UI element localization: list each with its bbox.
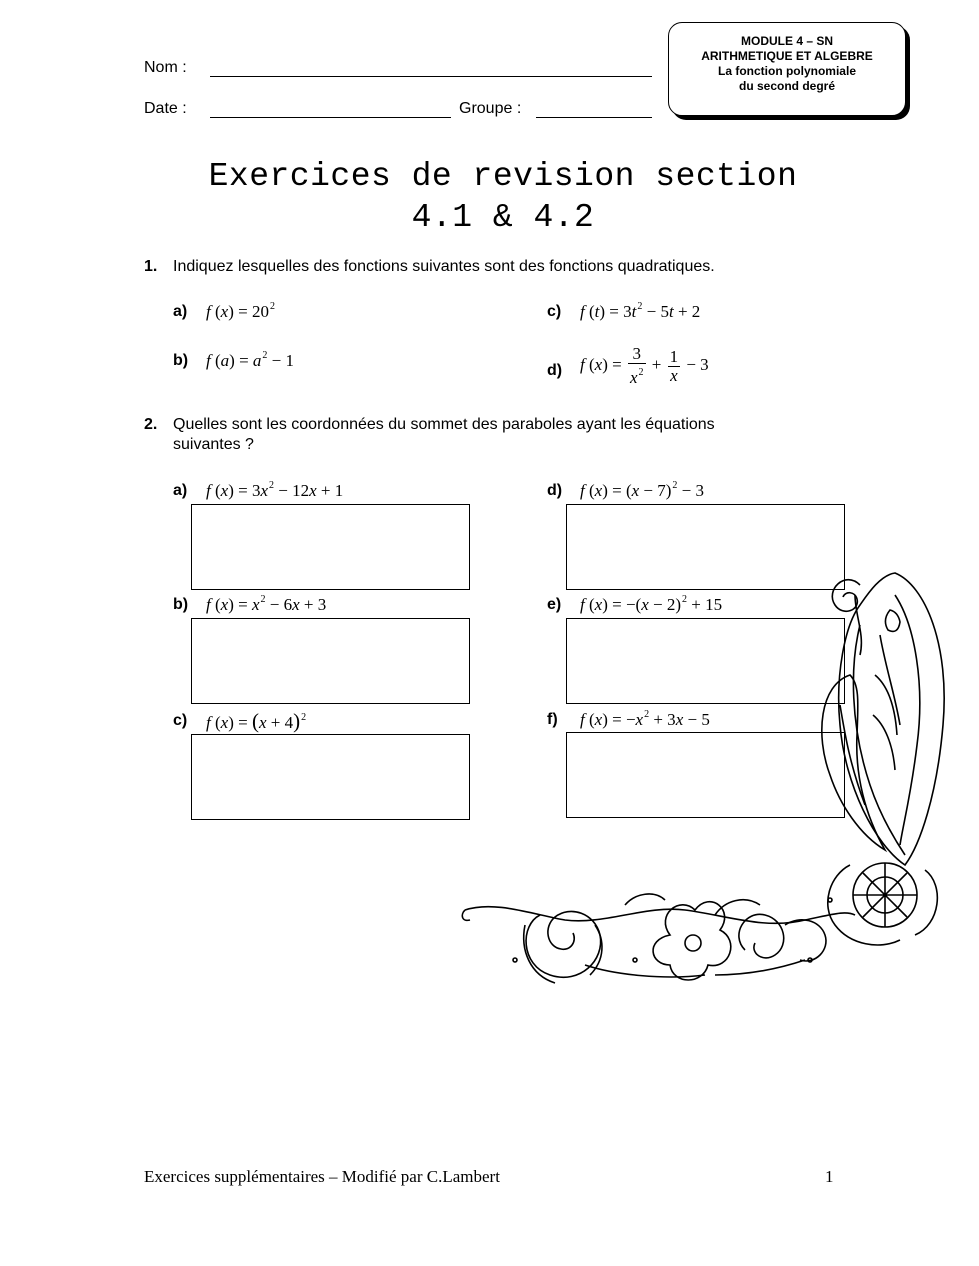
groupe-line [536,117,652,118]
q2-a-equation: f $(x) = 3x^2 - 12x + 1$ [206,480,344,500]
q2-text-line-1: Quelles sont les coordonnées du sommet des paraboles ayant les équations [173,416,715,433]
module-line-2: ARITHMETIQUE ET ALGEBRE [701,49,873,63]
title-line-2: 4.1 & 4.2 [411,199,595,236]
q1-text: Indiquez lesquelles des fonctions suivantes sont des fonctions quadratiques. [173,258,715,275]
title-line-1: Exercices de revision section [208,158,798,195]
q2-f-equation: f $(x) = -x^2 + 3x - 5$ [580,709,710,729]
module-box [668,22,906,116]
q2-c-answer-box[interactable] [191,734,470,820]
date-label: Date : [144,100,187,117]
q2-c-label: c) [173,712,188,729]
q2-f-label: f) [547,711,558,728]
q2-number: 2. [144,416,158,433]
q2-c-equation: f $(x) = (x + 4)^2$ [206,709,307,733]
q1-a-equation: f $(x) = 20^2$ [206,301,275,321]
q1-b-equation: f $(a) = a^2 - 1$ [206,350,294,370]
date-line [210,117,451,118]
footer-credit: Exercices supplémentaires – Modifié par C.Lambert [144,1167,500,1186]
q1-d-label: d) [547,362,563,379]
q1-d-equation: f (x) = $\frac{3}{x^2}$ + $\frac{1}{x}$ − 3 [580,344,709,387]
q2-d-label: d) [547,482,563,499]
q1-number: 1. [144,258,158,275]
groupe-label: Groupe : [459,100,522,117]
module-line-4: du second degré [738,79,836,93]
page-title [0,156,979,238]
q2-a-answer-box[interactable] [191,504,470,590]
q2-a-label: a) [173,482,188,499]
nom-label: Nom : [144,59,187,76]
q2-d-equation: f $(x) = (x - 7)^2 - 3$ [580,480,705,500]
q2-text [173,415,715,455]
q1-a-label: a) [173,303,188,320]
module-line-3: La fonction polynomiale [717,64,856,78]
page-number: 1 [825,1167,834,1186]
q1-b-label: b) [173,352,189,369]
q1-c-label: c) [547,303,562,320]
q2-b-answer-box[interactable] [191,618,470,704]
q2-text-line-2: suivantes ? [173,436,254,453]
q2-e-equation: f $(x) = -(x - 2)^2 + 15$ [580,594,723,614]
q2-b-equation: f $(x) = x^2 - 6x + 3$ [206,594,327,614]
nom-line [210,76,652,77]
q1-c-equation: f $(t) = 3t^2 - 5t + 2$ [580,301,701,321]
paisley-ornament-icon [455,565,955,990]
q2-e-label: e) [547,596,562,613]
q2-b-label: b) [173,596,189,613]
module-line-1: MODULE 4 – SN [740,34,833,48]
